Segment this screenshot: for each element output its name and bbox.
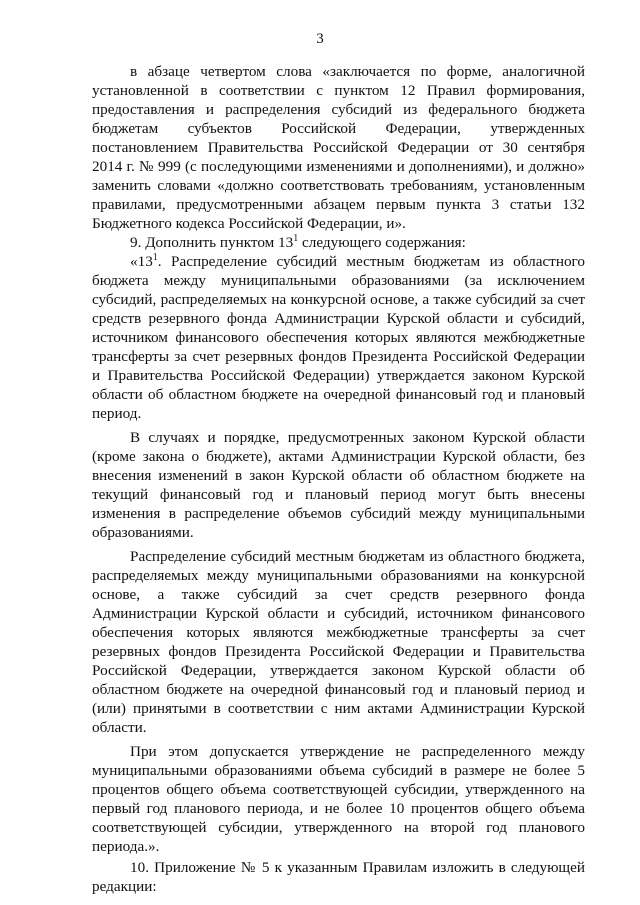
text-line (92, 623, 585, 642)
text-line-content: субсидий, распределяемых на конкурсной основе, а также субсидий за счет (92, 291, 585, 308)
text-line-content: основе, а также субсидий за счет средств резервного фонда (92, 586, 585, 603)
text-line (92, 290, 585, 309)
text-line (92, 404, 141, 423)
superscript: 1 (152, 252, 158, 263)
text-line (92, 877, 157, 896)
text-line (92, 699, 585, 718)
text-line (92, 81, 585, 100)
text-line (130, 858, 585, 877)
text-line (92, 604, 585, 623)
text-line (92, 347, 585, 366)
text-line-content: Бюджетного кодекса Российской Федерации, и». (92, 215, 406, 232)
text-line-content: 9. Дополнить пунктом 13 (130, 234, 294, 251)
page-number: 3 (316, 31, 324, 47)
text-line-content: трансферты за счет резервных фондов Президента Российской Федерации (92, 348, 585, 365)
text-line-content: первый год планового периода, и не более 10 процентов общего объема (92, 800, 585, 817)
text-line (92, 214, 406, 233)
text-line (92, 271, 585, 290)
text-line-content: периода.». (92, 838, 160, 855)
text-line (92, 799, 585, 818)
text-line (92, 157, 585, 176)
text-line-content: Распределение субсидий местным бюджетам из областного бюджета, (130, 548, 585, 565)
text-line-content: правилами, предусмотренными абзацем первым пункта 3 статьи 132 (92, 196, 585, 213)
text-line (92, 837, 159, 856)
text-line (92, 119, 585, 138)
text-line-content: Администрации Курской области и субсидий, источником финансового (92, 605, 585, 622)
text-line (92, 138, 585, 157)
text-line-content: редакции: (92, 878, 157, 895)
text-line-content: бюджетам субъектов Российской Федерации, утвержденных (92, 120, 585, 137)
text-line (92, 195, 585, 214)
text-line-content: При этом допускается утверждение не распределенного между (130, 743, 585, 760)
text-line (92, 642, 585, 661)
text-line-content: В случаях и порядке, предусмотренных законом Курской области (130, 429, 585, 446)
text-line (92, 761, 585, 780)
text-line-content: 10. Приложение № 5 к указанным Правилам изложить в следующей (130, 859, 585, 876)
text-line (130, 252, 585, 271)
text-line-content: (или) принятыми в соответствии с ним актами Администрации Курской (92, 700, 585, 717)
text-line (92, 466, 585, 485)
text-line-content: текущий финансовый год и плановый период могут быть внесены (92, 486, 585, 503)
text-line-content: установленной в соответствии с пунктом 12 Правил формирования, (92, 82, 585, 99)
text-line-content: процентов общего объема соответствующей субсидии, утвержденного на (92, 781, 585, 798)
text-line-content: внесения изменений в закон Курской области об областном бюджете на (92, 467, 585, 484)
text-line (92, 680, 585, 699)
text-line-content: областном бюджете на очередной финансовый год и плановый период и (92, 681, 585, 698)
text-line (130, 547, 585, 566)
text-line-continuation: следующего содержания: (298, 234, 466, 251)
text-line (92, 100, 585, 119)
text-line (92, 328, 585, 347)
superscript: 1 (293, 233, 299, 244)
text-line (92, 566, 585, 585)
text-line (130, 62, 585, 81)
text-line (92, 447, 585, 466)
text-line-content: в абзаце четвертом слова «заключается по форме, аналогичной (130, 63, 585, 80)
text-line-content: Российской Федерации, утверждается законом Курской области об (92, 662, 585, 679)
text-line-content: 2014 г. № 999 (с последующими изменениями и дополнениями), и должно» (92, 158, 585, 175)
text-line (92, 385, 585, 404)
text-line-content: бюджета между муниципальными образованиями (за исключением (92, 272, 585, 289)
text-line-content: соответствующей субсидии, утвержденного на второй год планового (92, 819, 585, 836)
text-line-content: области. (92, 719, 147, 736)
text-line (130, 428, 585, 447)
text-line (92, 661, 585, 680)
text-line-content: средств резервного фонда Администрации Курской области и субсидий, (92, 310, 585, 327)
text-line-content: заменить словами «должно соответствовать требованиям, установленным (92, 177, 585, 194)
text-line-content: муниципальными образованиями объема субсидий в размере не более 5 (92, 762, 585, 779)
text-line-content: (кроме закона о бюджете), актами Администрации Курской области, без (92, 448, 585, 465)
text-line-content: обеспечения которых являются межбюджетные трансферты за счет (92, 624, 585, 641)
text-line-content: резервных фондов Президента Российской Федерации и Правительства (92, 643, 585, 660)
text-line-content: области об областном бюджете на очередной финансовый год и плановый (92, 386, 585, 403)
text-line-content: распределяемых между муниципальными образованиями на конкурсной (92, 567, 585, 584)
text-line-content: и Правительства Российской Федерации) утверждается законом Курской (92, 367, 585, 384)
text-line-continuation: . Распределение субсидий местным бюджетам из областного (157, 253, 585, 270)
text-line-content: период. (92, 405, 142, 422)
text-line (92, 366, 585, 385)
text-line-content: постановлением Правительства Российской Федерации от 30 сентября (92, 139, 585, 156)
text-line (130, 233, 466, 252)
text-line-content: изменения в распределение объемов субсидий между муниципальными (92, 505, 585, 522)
text-line (130, 742, 585, 761)
text-line-content: «13 (130, 253, 153, 270)
text-line (92, 309, 585, 328)
text-line (92, 485, 585, 504)
text-line-content: образованиями. (92, 524, 194, 541)
text-line-content: предоставления и распределения субсидий из федерального бюджета (92, 101, 585, 118)
text-line (92, 176, 585, 195)
text-line (92, 818, 585, 837)
text-line (92, 504, 585, 523)
text-line (92, 780, 585, 799)
text-line (92, 718, 147, 737)
text-line (92, 523, 194, 542)
text-line-content: источником финансового обеспечения которых являются межбюджетные (92, 329, 585, 346)
text-line (92, 585, 585, 604)
